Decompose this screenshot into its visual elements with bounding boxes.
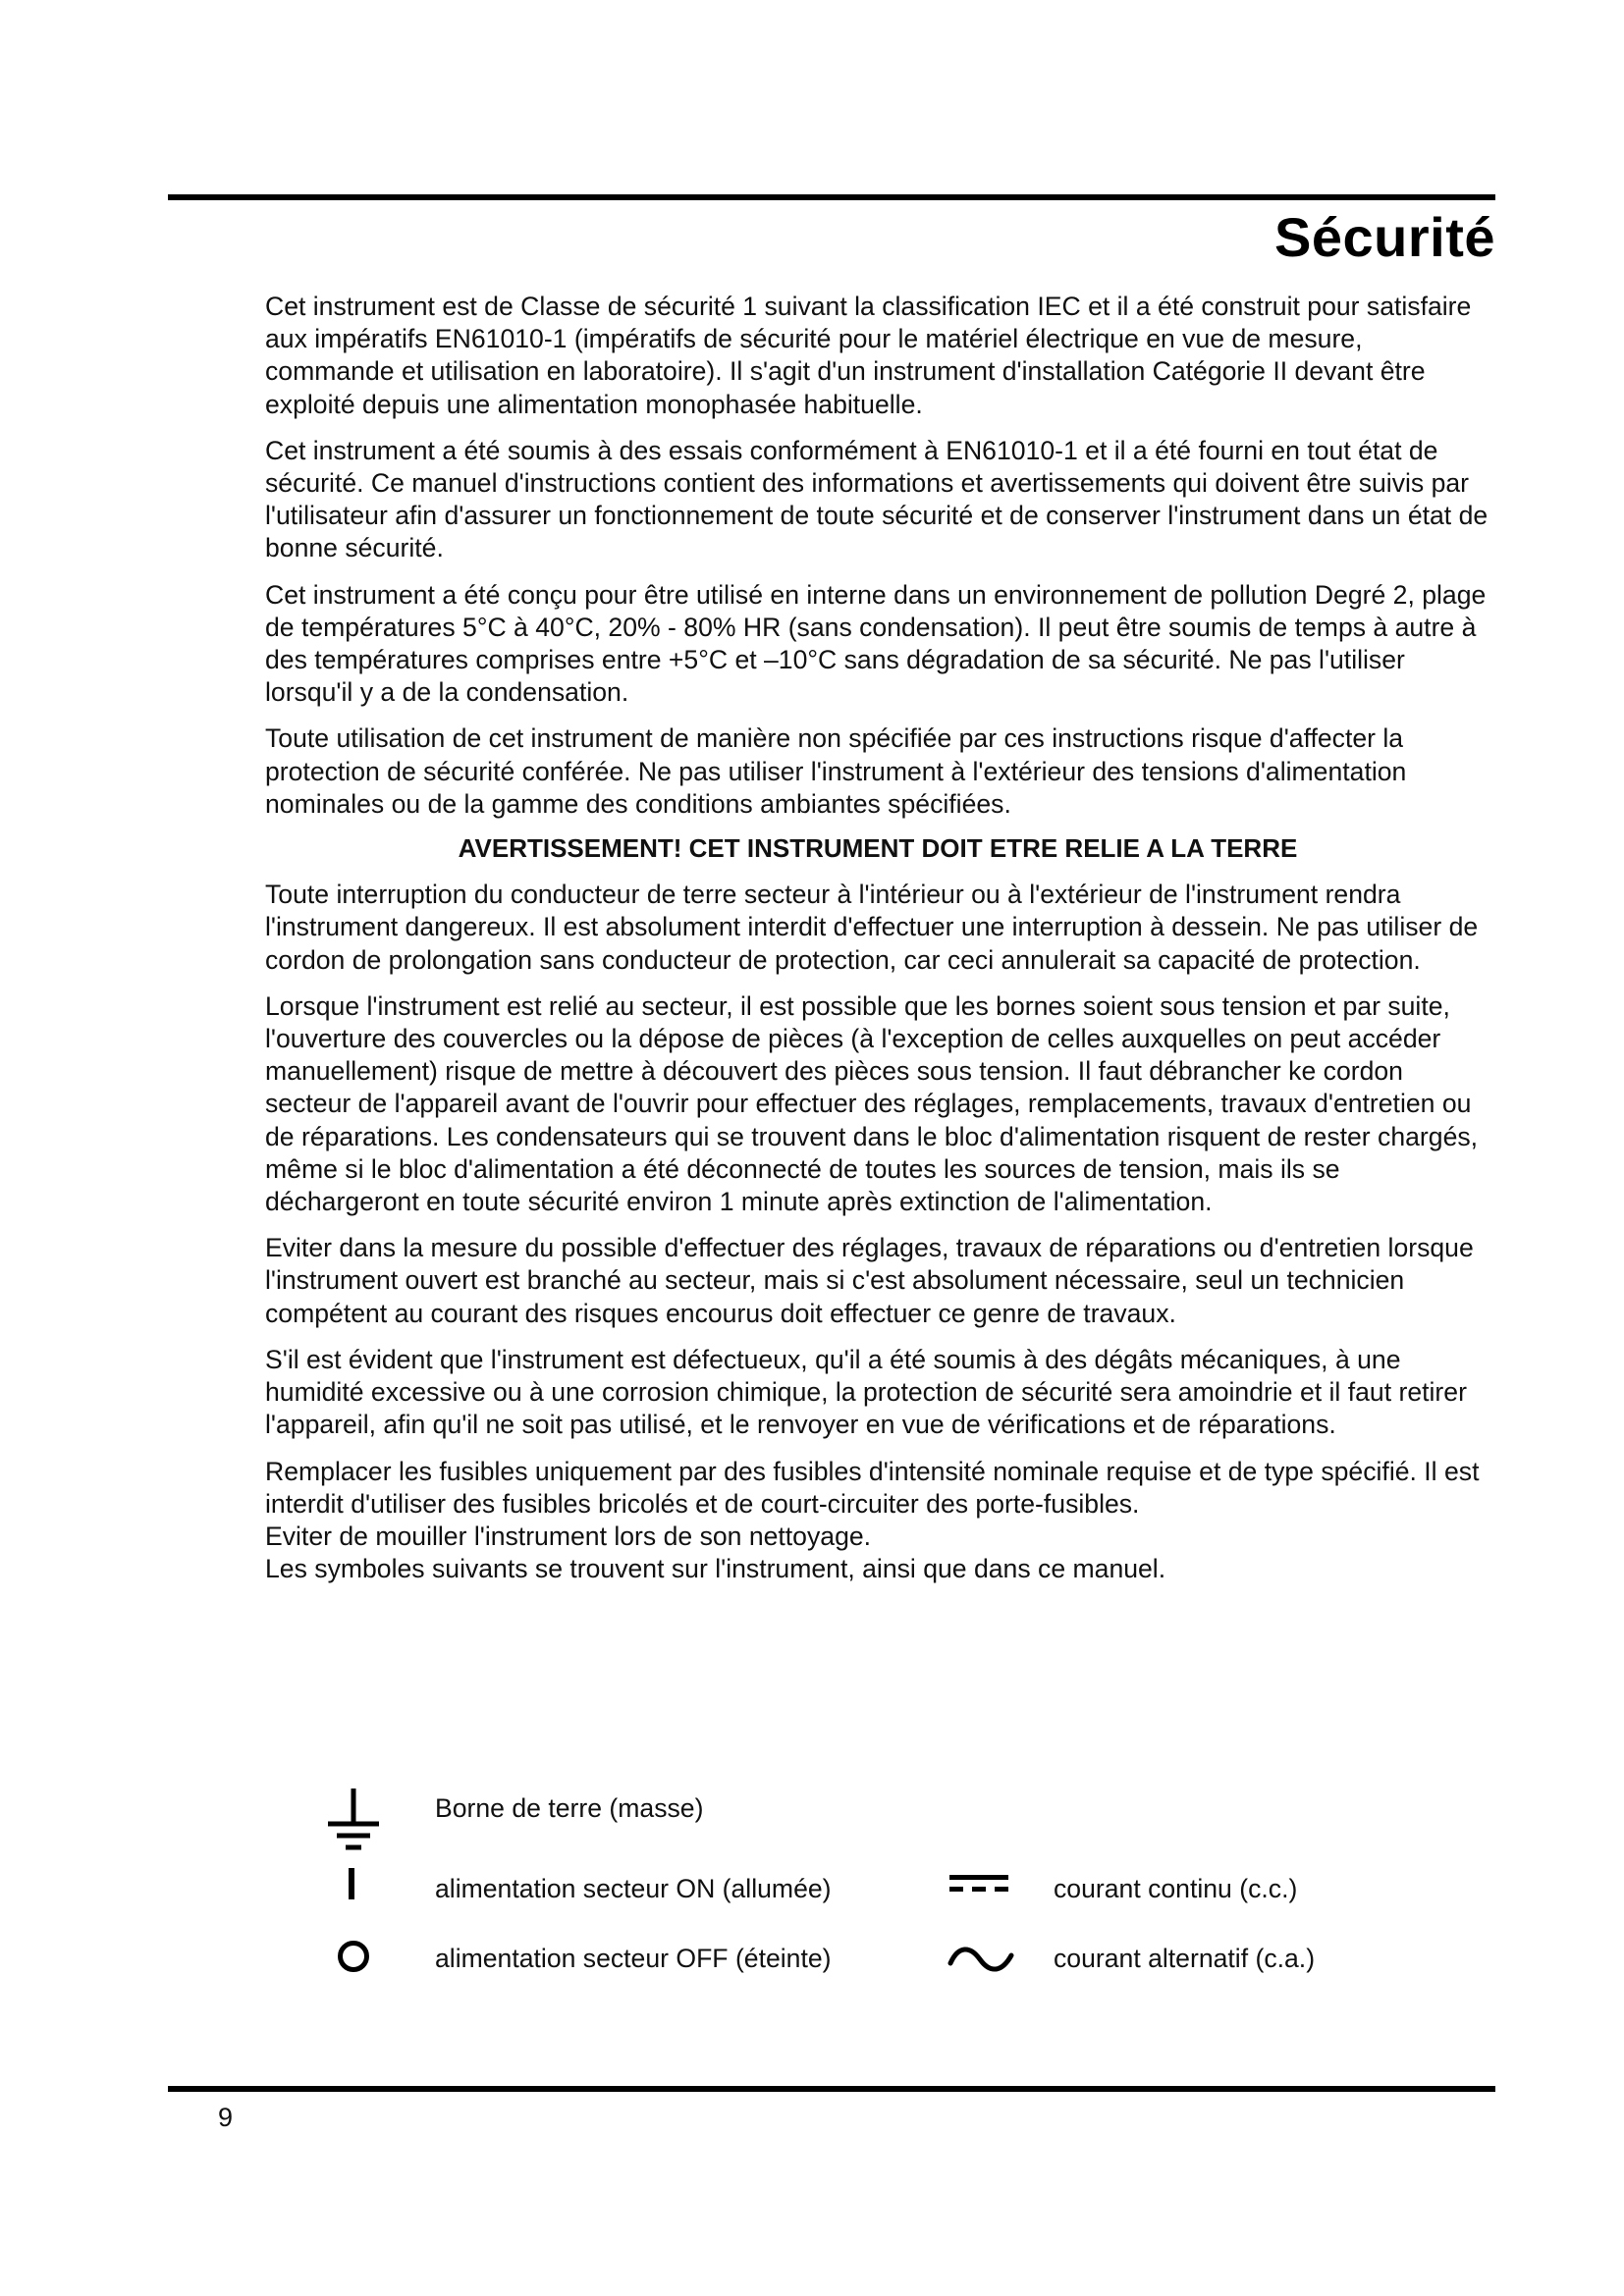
earth-ground-label: Borne de terre (masse) — [435, 1793, 704, 1823]
paragraph-tested: Cet instrument a été soumis à des essais conformément à EN61010-1 et il a été fourni en tout état de sécurité. Ce manuel d'instructions contient des informations et avertissements qui doivent être suivis par l'utilisateur afin d'assurer un fonctionnement de toute sécurité et de conserver l'instrument dans un état de bonne sécurité. — [265, 435, 1489, 563]
paragraph-defective: S'il est évident que l'instrument est défectueux, qu'il a été soumis à des dégâts mécaniques, à une humidité excessive ou à une corrosion chimique, la protection de sécurité sera amoindrie et il faut retirer l'appareil, afin qu'il ne soit pas utilisé, et le renvoyer en vue de vérifications et de réparations. — [265, 1344, 1467, 1440]
earth-warning-heading: AVERTISSEMENT! CET INSTRUMENT DOIT ETRE RELIE A LA TERRE — [458, 833, 1298, 864]
paragraph-earth-interruption: Toute interruption du conducteur de terre secteur à l'intérieur ou à l'extérieur de l'instrument rendra l'instrument dangereux. Il est absolument interdit d'effectuer une interruption à dessein. Ne pas utiliser de cordon de prolongation sans conducteur de protection, car ceci annulerait sa capacité de protection. — [265, 880, 1479, 975]
paragraph-fuses: Remplacer les fusibles uniquement par des fusibles d'intensité nominale requise et de type spécifié. Il est interdit d'utiliser des fusibles bricolés et de court-circuiter des porte-fusibles. — [265, 1456, 1480, 1519]
page-number: 9 — [218, 2103, 234, 2132]
bottom-rule — [168, 2086, 1495, 2092]
top-rule — [168, 194, 1495, 200]
paragraph-safety-class: Cet instrument est de Classe de sécurité 1 suivant la classification IEC et il a été construit pour satisfaire aux impératifs EN61010-1 (impératifs de sécurité pour le matériel électrique en vue de mesure, commande et utilisation en laboratoire). Il s'agit d'un instrument d'installation Catégorie II devant être exploité depuis une alimentation monophasée habituelle. — [265, 292, 1472, 419]
paragraph-symbols-intro: Les symboles suivants se trouvent sur l'instrument, ainsi que dans ce manuel. — [265, 1554, 1166, 1584]
power-on-label: alimentation secteur ON (allumée) — [435, 1874, 832, 1903]
alternating-current-label: courant alternatif (c.a.) — [1054, 1944, 1316, 1973]
direct-current-label: courant continu (c.c.) — [1054, 1874, 1298, 1903]
paragraph-misuse: Toute utilisation de cet instrument de manière non spécifiée par ces instructions risque d'affecter la protection de sécurité conférée. Ne pas utiliser l'instrument à l'extérieur des tensions d'alimentation nominales ou de la gamme des conditions ambiantes spécifiées. — [265, 723, 1407, 819]
paragraph-environment: Cet instrument a été conçu pour être utilisé en interne dans un environnement de pollution Degré 2, plage de températures 5°C à 40°C, 20% - 80% HR (sans condensation). Il peut être soumis de temps à autre à des températures comprises entre +5°C et –10°C sans dégradation de sa sécurité. Ne pas l'utiliser lorsqu'il y a de la condensation. — [265, 579, 1487, 708]
direct-current-icon — [947, 1873, 1010, 1895]
power-on-icon — [346, 1867, 359, 1900]
page-title: Sécurité — [1274, 206, 1495, 268]
body-text — [265, 291, 1490, 1585]
power-off-icon — [336, 1939, 371, 1974]
paragraph-maintenance: Eviter dans la mesure du possible d'effectuer des réglages, travaux de réparations ou d'entretien lorsque l'instrument ouvert est branché au secteur, mais si c'est absolument nécessaire, seul un technicien compétent au courant des risques encourus doit effectuer ce genre de travaux. — [265, 1233, 1474, 1328]
paragraph-live-parts: Lorsque l'instrument est relié au secteur, il est possible que les bornes soient sous tension et par suite, l'ouverture des couvercles ou la dépose de pièces (à l'exception de celles auxquelles on peut accéder manuellement) risque de mettre à découvert des pièces sous tension. Il faut débrancher ke cordon secteur de l'appareil avant de l'ouvrir pour effectuer des réglages, remplacements, travaux d'entretien ou de réparations. Les condensateurs qui se trouvent dans le bloc d'alimentation risquent de rester chargés, même si le bloc d'alimentation a été déconnecté de toutes les sources de tension, mais ils se déchargeront en toute sécurité environ 1 minute après extinction de l'alimentation. — [265, 990, 1479, 1217]
alternating-current-icon — [947, 1942, 1015, 1977]
power-off-label: alimentation secteur OFF (éteinte) — [435, 1944, 832, 1973]
earth-ground-icon — [324, 1787, 383, 1851]
paragraph-cleaning: Eviter de mouiller l'instrument lors de son nettoyage. — [265, 1521, 872, 1551]
